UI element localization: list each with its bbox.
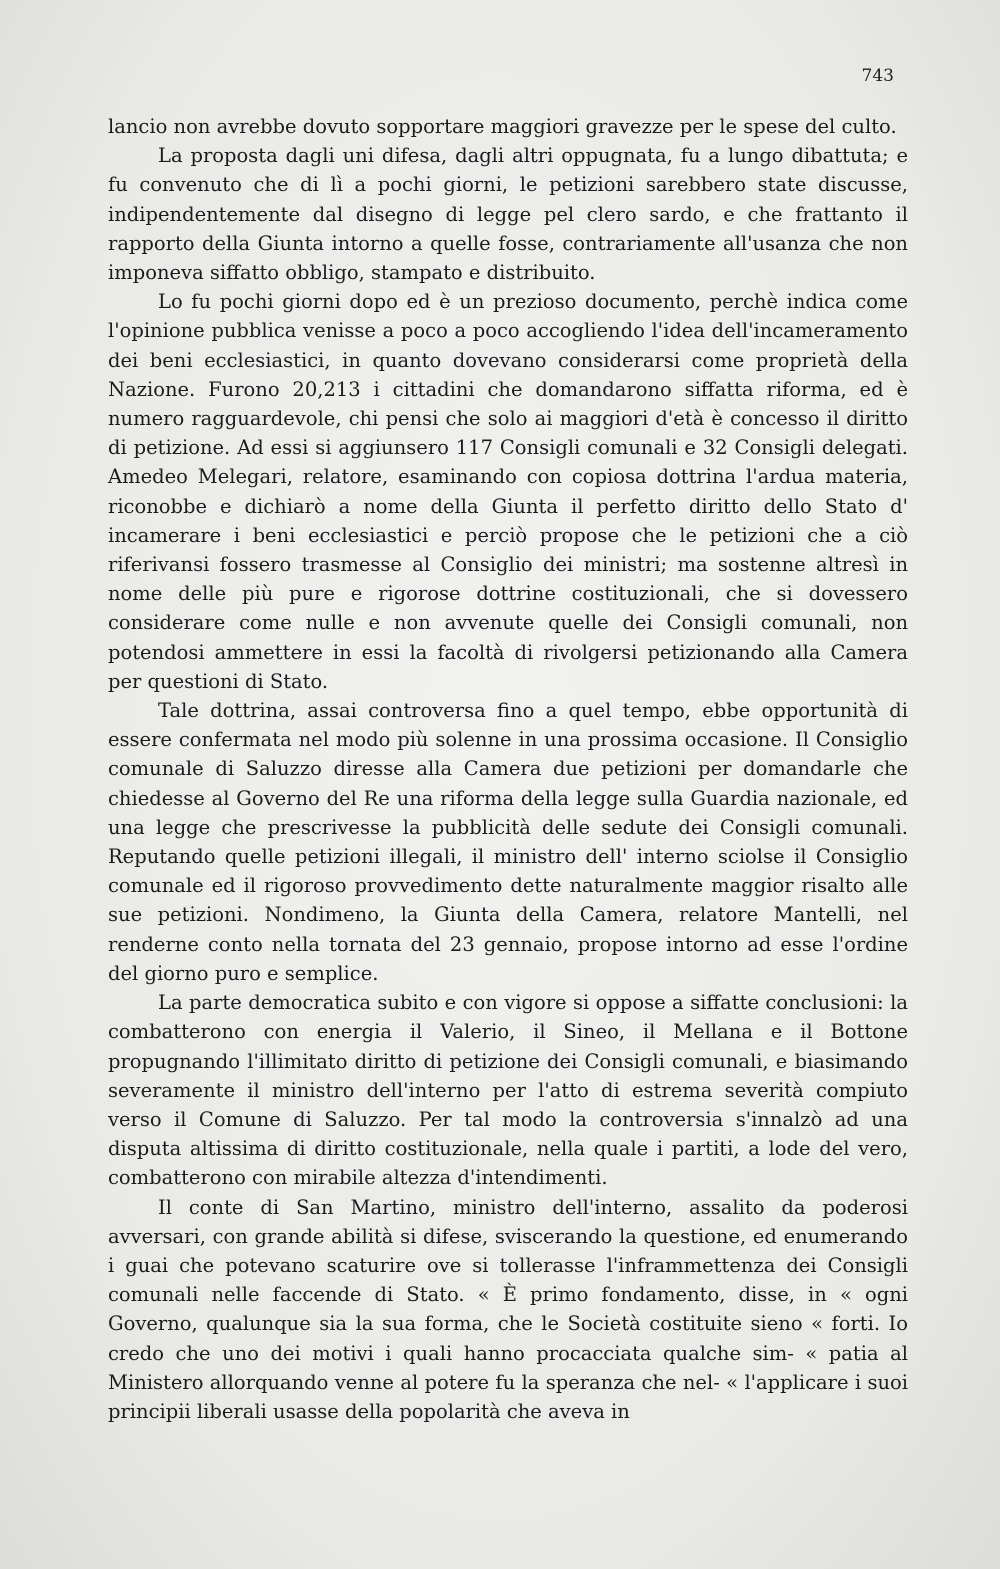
paragraph: Tale dottrina, assai controversa fino a quel tempo, ebbe opportunità di essere confermata nel modo più solenne in una prossima occasione. Il Consiglio comunale di Saluzzo diresse alla Camera due petizioni per domandarle che chiedesse al Governo del Re una riforma della legge sulla Guardia nazionale, ed una legge che prescrivesse la pubblicità delle sedute dei Consigli comunali. Reputando quelle petizioni illegali, il ministro dell' interno sciolse il Consiglio comunale ed il rigoroso provvedimento dette naturalmente maggior risalto alle sue petizioni. Nondimeno, la Giunta della Camera, relatore Mantelli, nel renderne conto nella tornata del 23 gennaio, propose intorno ad esse l'ordine del giorno puro e semplice. <box>108 699 908 985</box>
paragraph: La proposta dagli uni difesa, dagli altri oppugnata, fu a lungo dibattuta; e fu convenuto che di lì a pochi giorni, le petizioni sarebbero state discusse, indipendentemente dal disegno di legge pel clero sardo, e che frattanto il rapporto della Giunta intorno a quelle fosse, contrariamente all'usanza che non imponeva siffatto obbligo, stampato e distribuito. <box>108 144 908 285</box>
paragraph: La parte democratica subito e con vigore si oppose a siffatte conclusioni: la combatterono con energia il Valerio, il Sineo, il Mellana e il Bottone propugnando l'illimitato diritto di petizione dei Consigli comunali, e biasimando severamente il ministro dell'interno per l'atto di estrema severità compiuto verso il Comune di Saluzzo. Per tal modo la controversia s'innalzò ad una disputa altissima di diritto costituzionale, nella quale i partiti, a lode del vero, combatterono con mirabile altezza d'intendimenti. <box>108 991 908 1190</box>
paragraph: Lo fu pochi giorni dopo ed è un prezioso documento, perchè indica come l'opinione pubblica venisse a poco a poco accogliendo l'idea dell'incameramento dei beni ecclesiastici, in quanto dovevano considerarsi come proprietà della Nazione. Furono 20,213 i cittadini che domandarono siffatta riforma, ed è numero ragguardevole, chi pensi che solo ai maggiori d'età è concesso il diritto di petizione. Ad essi si aggiunsero 117 Consigli comunali e 32 Consigli delegati. Amedeo Melegari, relatore, esaminando con copiosa dottrina l'ardua materia, riconobbe e dichiarò a nome della Giunta il perfetto diritto dello Stato d' incamerare i beni ecclesiastici e perciò propose che le petizioni che a ciò riferivansi fossero trasmesse al Consiglio dei ministri; ma sostenne altresì in nome delle più pure e rigorose dottrine costituzionali, che si dovessero considerare come nulle e non avvenute quelle dei Consigli comunali, non potendosi ammettere in essi la facoltà di rivolgersi petizionando alla Camera per questioni di Stato. <box>108 290 908 693</box>
body-text <box>108 112 908 1426</box>
page-number: 743 <box>861 66 894 86</box>
paragraph: lancio non avrebbe dovuto sopportare maggiori gravezze per le spese del culto. <box>108 115 897 138</box>
paragraph: Il conte di San Martino, ministro dell'interno, assalito da poderosi avversari, con grande abilità si difese, sviscerando la questione, ed enumerando i guai che potevano scaturire ove si tollerasse l'inframmettenza dei Consigli comunali nelle faccende di Stato. « È primo fondamento, disse, in « ogni Governo, qualunque sia la sua forma, che le Società costituite sieno « forti. Io credo che uno dei motivi i quali hanno procacciata qualche sim- « patia al Ministero allorquando venne al potere fu la speranza che nel- « l'applicare i suoi principii liberali usasse della popolarità che aveva in <box>108 1195 908 1423</box>
